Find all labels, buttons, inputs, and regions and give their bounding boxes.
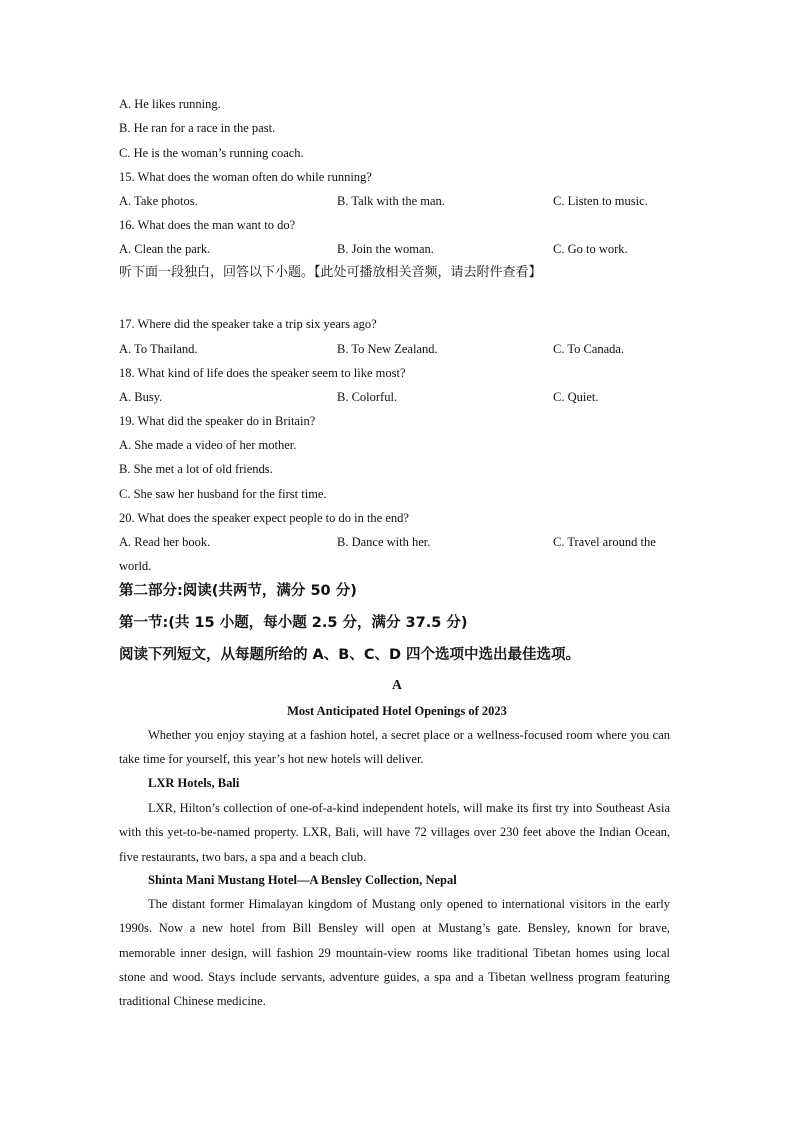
q17-option-b: B. To New Zealand. — [337, 342, 438, 356]
q20-option-c: C. Travel around the — [553, 535, 656, 549]
q19-option-c: C. She saw her husband for the first time. — [119, 487, 327, 501]
q14-option-c: C. He is the woman’s running coach. — [119, 146, 304, 160]
q15-option-a: A. Take photos. — [119, 194, 198, 208]
q20-option-a: A. Read her book. — [119, 535, 211, 549]
q20-option-c-continued: world. — [119, 559, 152, 573]
q16-stem: 16. What does the man want to do? — [119, 218, 296, 232]
hotel1-name: LXR Hotels, Bali — [148, 776, 240, 790]
q19-stem: 19. What did the speaker do in Britain? — [119, 414, 316, 428]
q17-option-c: C. To Canada. — [553, 342, 625, 356]
passage-intro: Whether you enjoy staying at a fashion hotel, a secret place or a wellness-focused room where you can take time for yourself, this year’s hot new hotels will deliver. — [119, 728, 670, 767]
passage-title: Most Anticipated Hotel Openings of 2023 — [287, 704, 507, 718]
q20-option-b: B. Dance with her. — [337, 535, 431, 549]
q18-stem: 18. What kind of life does the speaker seem to like most? — [119, 366, 406, 380]
q18-option-a: A. Busy. — [119, 390, 163, 404]
hotel1-text: LXR, Hilton’s collection of one-of-a-kind independent hotels, will make its first try into Southeast Asia with this yet-to-be-named property. LXR, Bali, will have 72 villages over 230 feet above the Indian Ocean, five restaurants, two bars, a spa and a beach club. — [119, 801, 670, 864]
hotel2-name: Shinta Mani Mustang Hotel—A Bensley Collection, Nepal — [148, 873, 457, 887]
q15-option-c: C. Listen to music. — [553, 194, 648, 208]
q17-option-a: A. To Thailand. — [119, 342, 198, 356]
q16-option-c: C. Go to work. — [553, 242, 628, 256]
section-one-heading: 第一节:(共 15 小题，每小题 2.5 分，满分 37.5 分) — [119, 615, 468, 631]
q16-option-b: B. Join the woman. — [337, 242, 434, 256]
passage-letter: A — [392, 677, 402, 692]
q16-option-a: A. Clean the park. — [119, 242, 211, 256]
reading-instruction: 阅读下列短文，从每题所给的 A、B、C、D 四个选项中选出最佳选项。 — [119, 647, 581, 663]
part-two-heading: 第二部分:阅读(共两节，满分 50 分) — [119, 583, 357, 599]
q15-stem: 15. What does the woman often do while running? — [119, 170, 372, 184]
q19-option-a: A. She made a video of her mother. — [119, 438, 297, 452]
q14-option-a: A. He likes running. — [119, 97, 221, 111]
q18-option-c: C. Quiet. — [553, 390, 599, 404]
q15-option-b: B. Talk with the man. — [337, 194, 445, 208]
q17-stem: 17. Where did the speaker take a trip six years ago? — [119, 317, 377, 331]
hotel2-text: The distant former Himalayan kingdom of Mustang only opened to international visitors in the early 1990s. Now a new hotel from Bill Bensley will open at Mustang’s gate. Bensley, known for brave, memorable inner design, will fashion 29 mountain-view rooms like traditional Tibetan homes using local stone and wood. Stays include servants, adventure guides, a spa and a Tibetan wellness program featuring traditional Chinese medicine. — [119, 897, 670, 1009]
q20-stem: 20. What does the speaker expect people to do in the end? — [119, 511, 409, 525]
q19-option-b: B. She met a lot of old friends. — [119, 462, 273, 476]
q14-option-b: B. He ran for a race in the past. — [119, 121, 276, 135]
q18-option-b: B. Colorful. — [337, 390, 398, 404]
monologue-instruction: 听下面一段独白，回答以下小题。【此处可播放相关音频，请去附件查看】 — [119, 265, 542, 280]
